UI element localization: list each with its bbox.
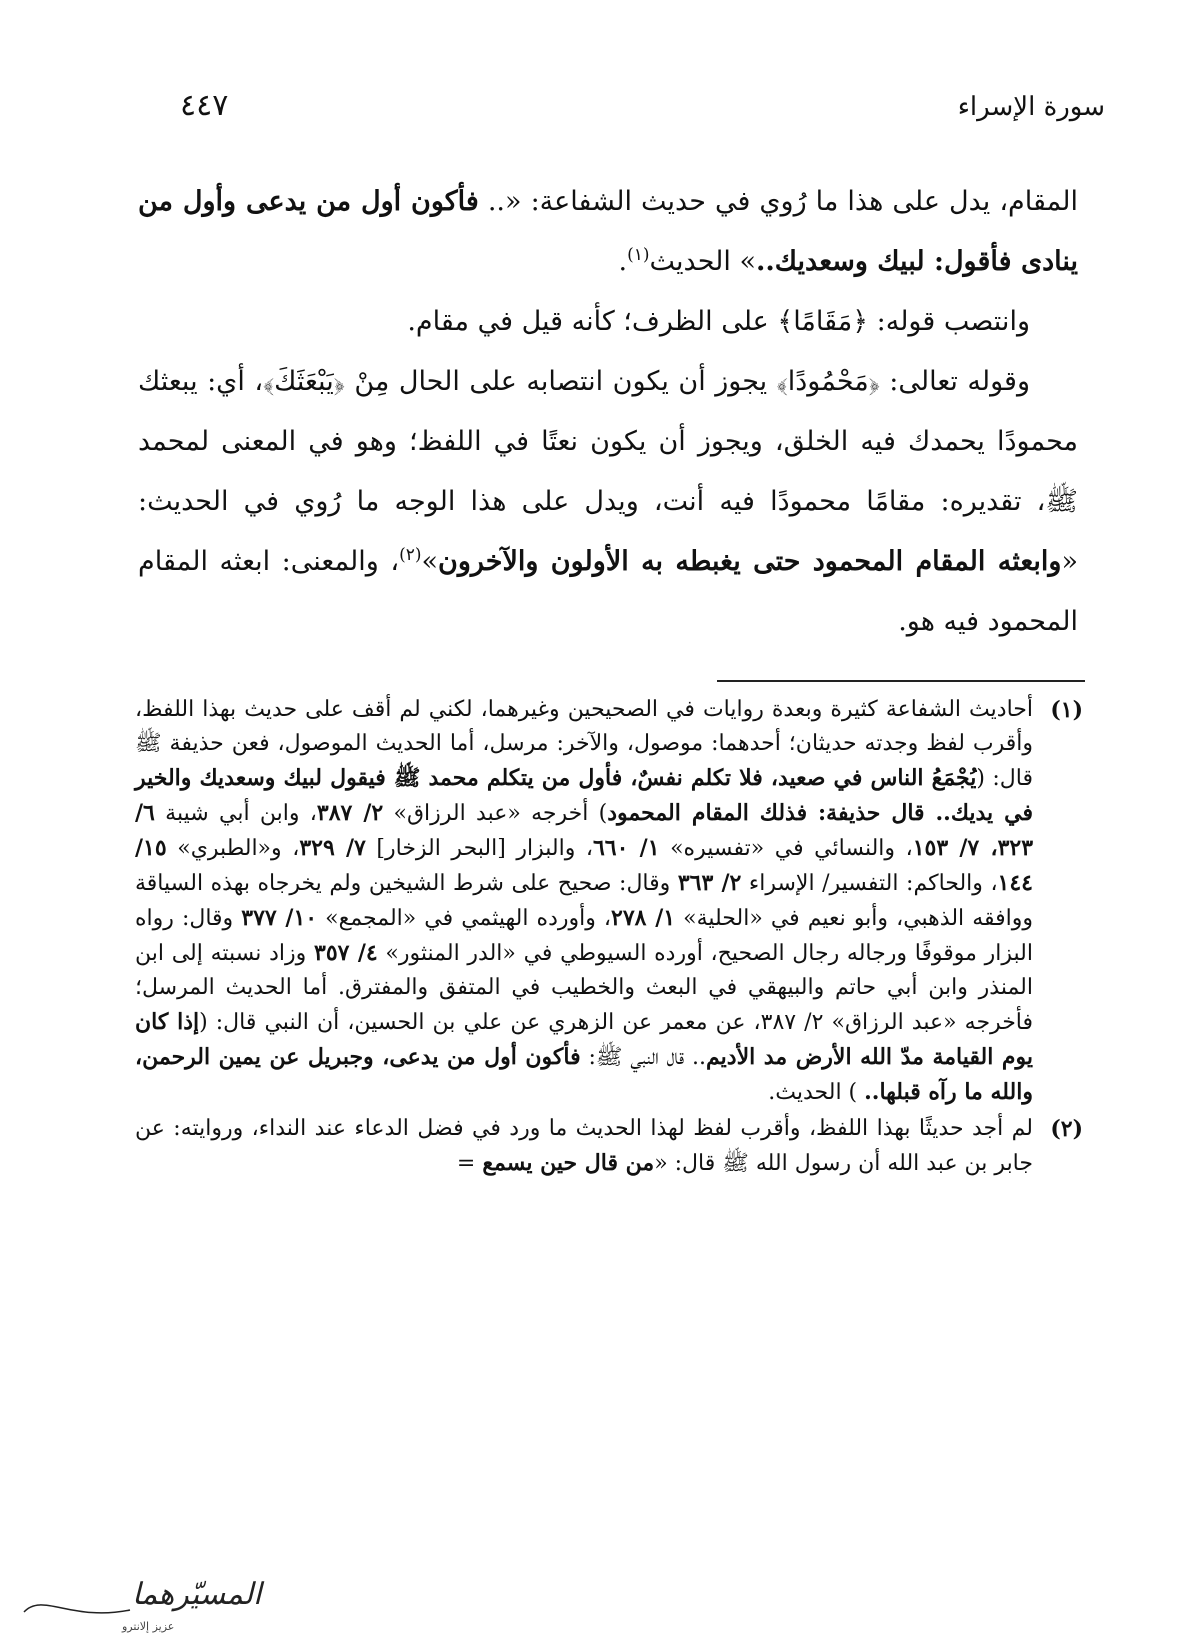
text-run: »	[421, 546, 439, 577]
paragraph-2: وانتصب قوله: ﴿مَقَامًا﴾ على الظرف؛ كأنه قيل في مقام.	[407, 306, 1030, 337]
text-run: .. قال النبي ﷺ:	[580, 1045, 707, 1070]
bold-run: من قال حين يسمع	[482, 1150, 655, 1176]
footnotes	[135, 693, 1083, 1183]
surah-title: سورة الإسراء	[957, 92, 1105, 122]
paragraph-3	[138, 352, 1078, 652]
bold-run: ٤/ ٣٥٧	[314, 940, 378, 966]
text-run: ) الحديث.	[768, 1080, 865, 1105]
footnote-1	[135, 693, 1083, 1110]
bold-run: ١/ ٢٧٨	[611, 905, 676, 931]
bold-run: ١٥/ ١٤٤	[135, 835, 1033, 896]
text-run: ) أخرجه «عبد الرزاق»	[383, 801, 608, 826]
bold-run: ١/ ٦٦٠	[592, 835, 660, 861]
text-run: وقوله تعالى: ﴿مَحْمُودًا﴾ يجوز أن يكون انتصابه على الحال مِنْ ﴿يَبْعَثَكَ﴾، أي: يبعثك محمودًا يحمدك فيه الخلق، ويجوز أن يكون نعتًا في اللفظ؛ وهو في المعنى لمحمد ﷺ، تقديره: مقامًا محمودًا فيه أنت، ويدل على هذا الوجه ما رُوي في الحديث: «	[138, 366, 1078, 577]
text-run: ، والمعنى: ابعثه المقام المحمود فيه هو.	[138, 546, 1078, 637]
text-run: ، والبزار [البحر الزخار]	[365, 836, 593, 861]
page-number: ٤٤٧	[180, 88, 229, 123]
text-run: أحاديث الشفاعة كثيرة وبعدة روايات في الصحيحين وغيرهما، لكني لم أقف على حديث بهذا اللفظ، وأقرب لفظ وجدته حديثان؛ أحدهما: موصول، والآخر: مرسل، أما الحديث الموصول، فعن حذيفة ﷺ قال: (	[135, 697, 1033, 791]
text-run: ، وأورده الهيثمي في «المجمع»	[317, 906, 612, 931]
text-run: المقام، يدل على هذا ما رُوي في حديث الشفاعة: «..	[478, 186, 1078, 217]
bold-run: يُجْمَعُ الناس في صعيد، فلا تكلم نفسٌ، فأول من يتكلم محمد ﷺ فيقول لبيك وسعديك والخير في يديك.. قال حذيفة: فذلك المقام المحمود	[135, 765, 1033, 826]
publisher-stamp-logo	[12, 1562, 262, 1640]
footnote-number: (٢)	[1050, 1116, 1083, 1142]
bold-run: إذا كان يوم القيامة مدّ الله الأرض مد الأديم	[135, 1009, 1034, 1070]
bold-run: ٦/ ٣٢٣، ٧/ ١٥٣	[135, 800, 1034, 861]
bold-run: ٢/ ٣٦٣	[677, 870, 742, 896]
text-run: ، و«الطبري»	[166, 836, 300, 861]
footnote-ref-1: (١)	[627, 245, 650, 265]
stamp-subtext: عزيز إلانترو	[122, 1620, 175, 1633]
bold-run: ١٠/ ٣٧٧	[241, 905, 318, 931]
bold-run: فأكون أول من يدعى، وجبريل عن يمين الرحمن، والله ما رآه قبلها..	[135, 1044, 1033, 1105]
page-header	[180, 88, 1105, 132]
footnote-number: (١)	[1050, 697, 1083, 723]
text-run: لم أجد حديثًا بهذا اللفظ، وأقرب لفظ لهذا الحديث ما ورد في فضل الدعاء عند النداء، وروايته: عن جابر بن عبد الله أن رسول الله ﷺ قال: «	[135, 1116, 1033, 1176]
bold-run: ٢/ ٣٨٧	[316, 800, 384, 826]
text-run: ، والنسائي في «تفسيره»	[659, 836, 913, 861]
text-run: وقال: رواه البزار موقوفًا ورجاله رجال الصحيح، أورده السيوطي في «الدر المنثور»	[135, 906, 1033, 966]
footnote-ref-2: (٢)	[399, 545, 422, 565]
text-run: ، والحاكم: التفسير/ الإسراء	[741, 871, 998, 896]
text-run: » الحديث	[649, 246, 756, 277]
paragraph-1	[138, 172, 1078, 292]
text-run: .	[618, 246, 628, 277]
main-text	[138, 172, 1078, 652]
text-run: وزاد نسبته إلى ابن المنذر وابن أبي حاتم والبيهقي في البعث والخطيب في المتفق والمفترق. أما الحديث المرسل؛ فأخرجه «عبد الرزاق» ٢/ ٣٨٧، عن معمر عن الزهري عن علي بن الحسين، أن النبي قال: (	[135, 941, 1034, 1035]
bold-quote: فأكون أول من يدعى وأول من ينادى فأقول: لبيك وسعديك..	[138, 186, 1078, 277]
text-run: =	[456, 1151, 483, 1176]
bold-quote: وابعثه المقام المحمود حتى يغبطه به الأولون والآخرون	[438, 546, 1062, 577]
stamp-text: المسيّرهما	[132, 1577, 262, 1612]
bold-run: ٧/ ٣٢٩	[299, 835, 366, 861]
footnote-divider	[717, 680, 1085, 682]
text-run: ، وابن أبي شيبة	[154, 801, 317, 826]
text-run: وقال: صحيح على شرط الشيخين ولم يخرجاه بهذه السياقة ووافقه الذهبي، وأبو نعيم في «الحلية»	[135, 871, 1033, 931]
footnote-2	[135, 1112, 1083, 1181]
